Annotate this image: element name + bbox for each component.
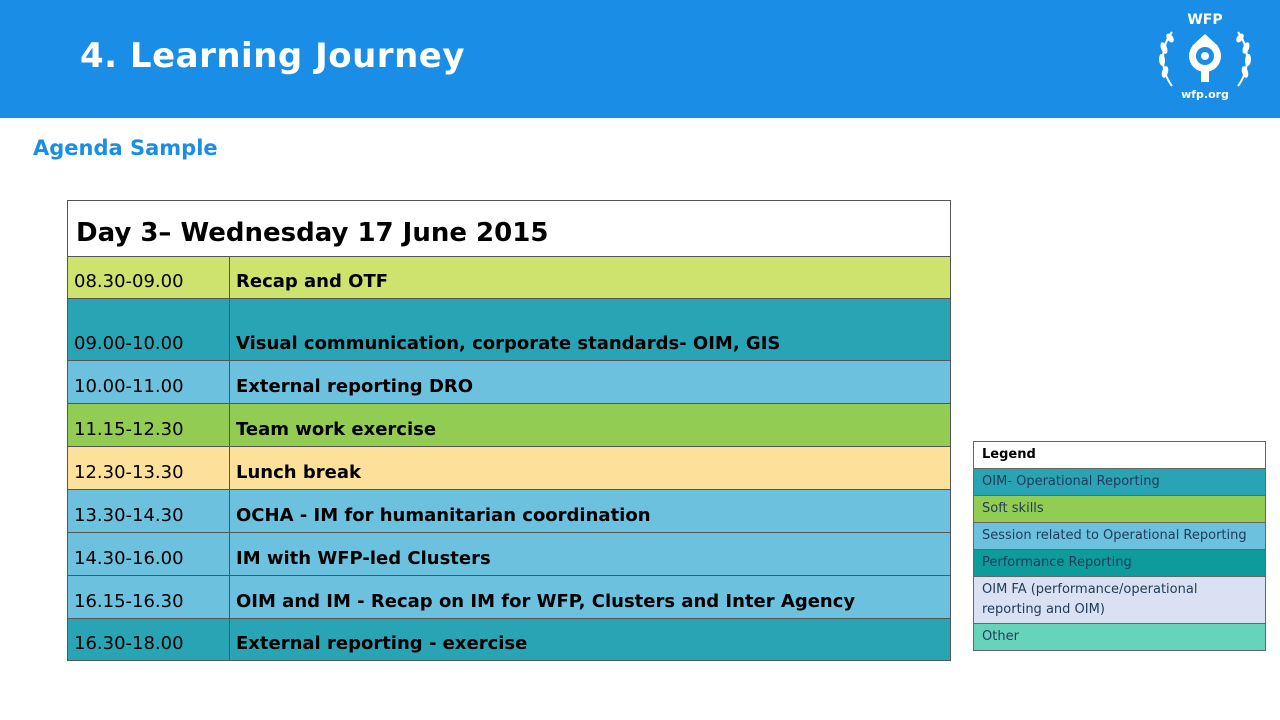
agenda-time: 14.30-16.00: [68, 533, 230, 576]
agenda-row: [68, 361, 951, 404]
agenda-row: [68, 576, 951, 619]
header-banner: [0, 0, 1280, 118]
agenda-session: External reporting DRO: [230, 361, 951, 404]
agenda-row: [68, 490, 951, 533]
legend-title: Legend: [974, 442, 1266, 469]
agenda-time: 10.00-11.00: [68, 361, 230, 404]
agenda-day-title: Day 3– Wednesday 17 June 2015: [68, 201, 951, 257]
legend-row: [974, 577, 1266, 624]
agenda-row: [68, 404, 951, 447]
agenda-session: OIM and IM - Recap on IM for WFP, Clusters and Inter Agency: [230, 576, 951, 619]
section-subtitle: Agenda Sample: [33, 136, 218, 160]
agenda-session: Recap and OTF: [230, 257, 951, 299]
agenda-table: [67, 200, 951, 661]
legend-item: Session related to Operational Reporting: [974, 523, 1266, 550]
legend-row: [974, 496, 1266, 523]
legend-item: Other: [974, 624, 1266, 651]
agenda-session: Team work exercise: [230, 404, 951, 447]
legend-rows: [974, 442, 1266, 651]
agenda-time: 16.30-18.00: [68, 619, 230, 661]
agenda-rows: [68, 257, 951, 661]
legend-item: OIM FA (performance/operational reporting and OIM): [974, 577, 1266, 624]
agenda-session: IM with WFP-led Clusters: [230, 533, 951, 576]
legend-table: [973, 441, 1266, 651]
agenda-time: 16.15-16.30: [68, 576, 230, 619]
wfp-logo: [1150, 8, 1260, 108]
agenda-session: Lunch break: [230, 447, 951, 490]
legend-row: [974, 469, 1266, 496]
agenda-row: [68, 299, 951, 361]
legend-row: [974, 550, 1266, 577]
agenda-time: 08.30-09.00: [68, 257, 230, 299]
agenda-time: 12.30-13.30: [68, 447, 230, 490]
agenda-session: External reporting - exercise: [230, 619, 951, 661]
legend-item: OIM- Operational Reporting: [974, 469, 1266, 496]
agenda-row: [68, 533, 951, 576]
legend-row: [974, 523, 1266, 550]
agenda-time: 09.00-10.00: [68, 299, 230, 361]
agenda-session: OCHA - IM for humanitarian coordination: [230, 490, 951, 533]
agenda-time: 13.30-14.30: [68, 490, 230, 533]
agenda-row: [68, 447, 951, 490]
agenda-session: Visual communication, corporate standards- OIM, GIS: [230, 299, 951, 361]
legend-item: Performance Reporting: [974, 550, 1266, 577]
page-title: 4. Learning Journey: [80, 36, 465, 76]
legend-row: [974, 624, 1266, 651]
logo-url: wfp.org: [1181, 88, 1229, 101]
agenda-row: [68, 257, 951, 299]
agenda-time: 11.15-12.30: [68, 404, 230, 447]
logo-wordmark: WFP: [1187, 12, 1223, 28]
agenda-row: [68, 619, 951, 661]
legend-item: Soft skills: [974, 496, 1266, 523]
